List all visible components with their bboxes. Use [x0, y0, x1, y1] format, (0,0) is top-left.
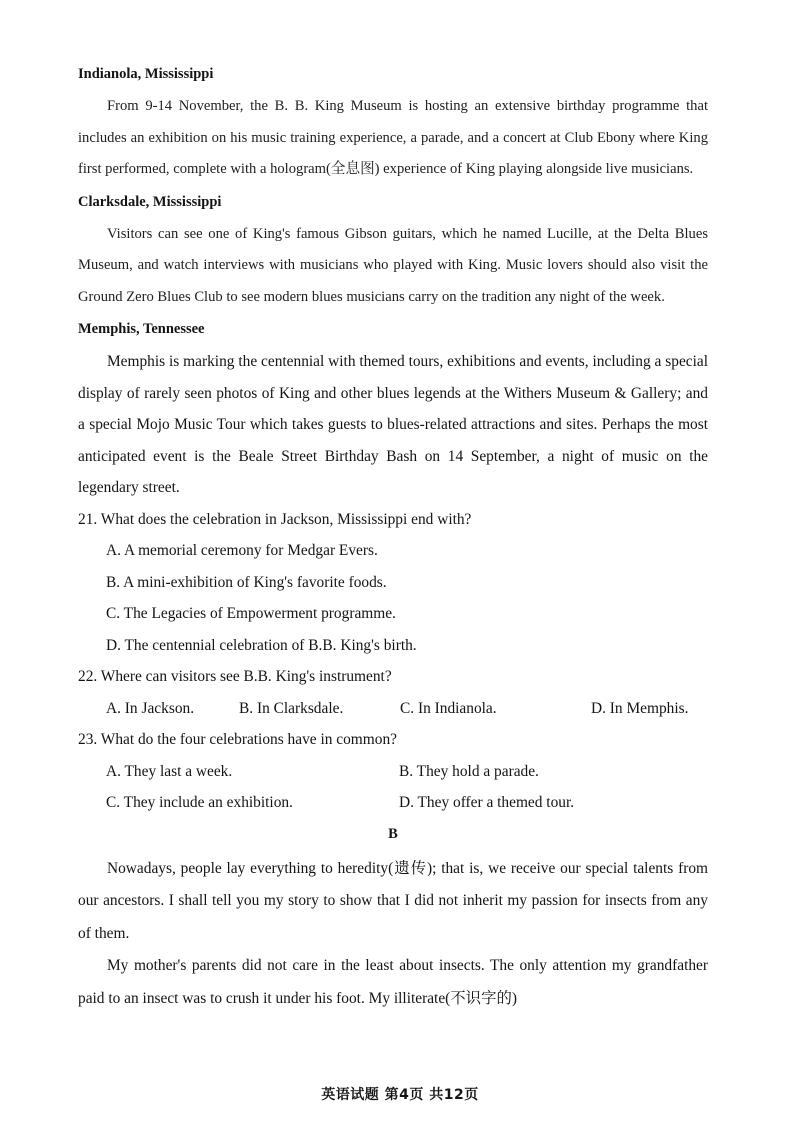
paragraph-memphis: Memphis is marking the centennial with themed tours, exhibitions and events, including a special display of rarely seen photos of King and other blues legends at the Withers Museum & Gallery; and a special Mojo Music Tour which takes guests to blues-related attractions and sites. Perhaps the most anticipated event is the Beale Street Birthday Bash on 14 September, a night of music on the legendary street. — [78, 353, 708, 496]
q22-option-b: B. In Clarksdale. — [239, 699, 344, 717]
section-heading-memphis: Memphis, Tennessee — [78, 321, 205, 337]
q22-option-d: D. In Memphis. — [591, 699, 689, 717]
q22-option-a: A. In Jackson. — [106, 699, 195, 717]
q22-option-c: C. In Indianola. — [400, 699, 497, 717]
q21-option-c: C. The Legacies of Empowerment programme. — [106, 605, 396, 622]
paragraph-indianola: From 9-14 November, the B. B. King Museum is hosting an extensive birthday programme that includes an exhibition on his music training experience, a parade, and a concert at Club Ebony where King first performed, complete with a hologram(全息图) experience of King playing alongside live musicians. — [78, 98, 708, 177]
q23-option-a: A. They last a week. — [106, 762, 233, 780]
q21-option-b: B. A mini-exhibition of King's favorite foods. — [106, 573, 387, 591]
q21-option-d: D. The centennial celebration of B.B. King's birth. — [106, 636, 417, 654]
q23-options-row-1 — [106, 756, 708, 788]
question-22: 22. Where can visitors see B.B. King's instrument? — [78, 668, 392, 685]
q23-option-c: C. They include an exhibition. — [106, 794, 293, 811]
paragraph-b-2: My mother's parents did not care in the least about insects. The only attention my grandfather paid to an insect was to crush it under his foot. My illiterate(不识字的) — [78, 957, 708, 1007]
section-heading-clarksdale: Clarksdale, Mississippi — [78, 193, 222, 210]
q23-options-row-2 — [106, 787, 708, 819]
page-footer: 英语试题 第4页 共12页 — [321, 1087, 479, 1103]
q23-option-d: D. They offer a themed tour. — [399, 794, 575, 811]
question-23: 23. What do the four celebrations have in common? — [78, 731, 397, 748]
paragraph-clarksdale: Visitors can see one of King's famous Gibson guitars, which he named Lucille, at the Delta Blues Museum, and watch interviews with musicians who played with King. Music lovers should also visit the Ground Zero Blues Club to see modern blues musicians carry on the tradition any night of the week. — [78, 225, 708, 305]
section-letter-b: B — [388, 825, 398, 842]
question-21: 21. What does the celebration in Jackson, Mississippi end with? — [78, 510, 472, 528]
section-heading-indianola: Indianola, Mississippi — [78, 66, 214, 82]
q21-option-a: A. A memorial ceremony for Medgar Evers. — [106, 542, 378, 559]
paragraph-b-1: Nowadays, people lay everything to heredity(遗传); that is, we receive our special talents from our ancestors. I shall tell you my story to show that I did not inherit my passion for insects from any of them. — [78, 859, 708, 942]
q22-options — [106, 693, 708, 725]
exam-page — [78, 64, 708, 1015]
q23-option-b: B. They hold a parade. — [399, 762, 539, 780]
